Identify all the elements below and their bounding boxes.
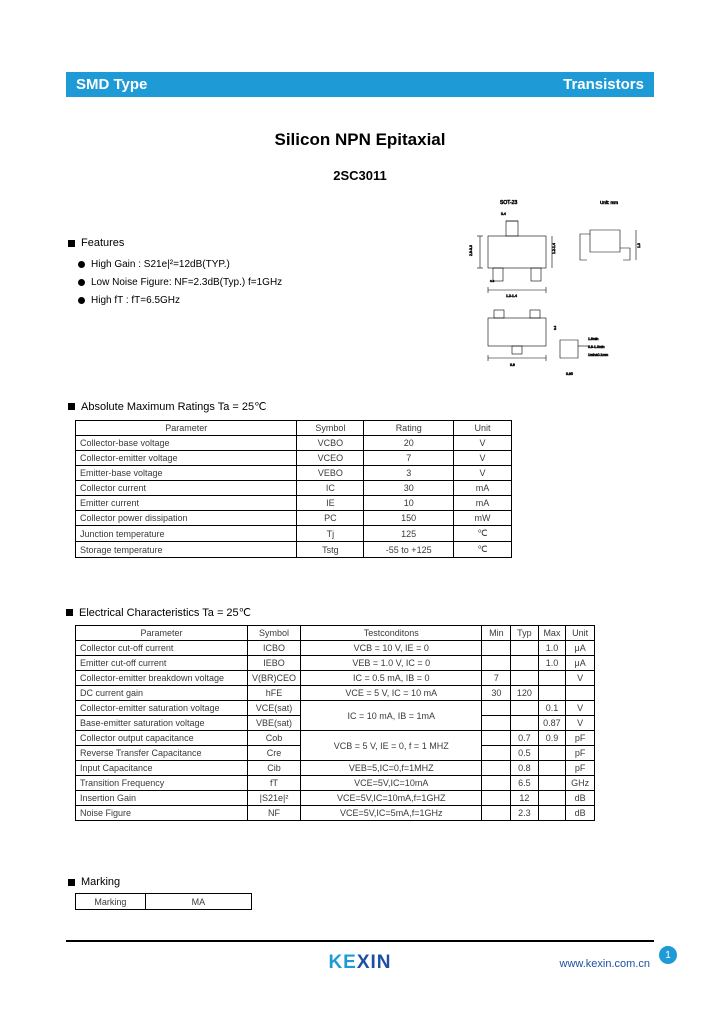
value-cell: VCE(sat) [248,701,301,716]
svg-text:0.9: 0.9 [510,363,515,367]
svg-text:Unit: mm: Unit: mm [600,200,618,205]
header-left-label: SMD Type [76,76,148,93]
website-link[interactable]: www.kexin.com.cn [559,958,650,970]
table-row [76,496,512,511]
value-cell: dB [566,806,595,821]
feature-text: High Gain : S21e|²=12dB(TYP.) [91,258,230,270]
table-row [76,671,595,686]
value-cell [482,806,511,821]
column-header: Unit [454,421,512,436]
features-heading [68,237,124,249]
bullet-square-icon [66,609,73,616]
marking-label: Marking [76,894,146,910]
value-cell: V [566,671,595,686]
svg-text:1.2-1.4: 1.2-1.4 [552,243,556,254]
value-cell [511,641,538,656]
footer-divider [66,940,654,942]
value-cell [482,716,511,731]
test-condition-cell: IC = 0.5 mA, IB = 0 [301,671,482,686]
svg-text:0.4: 0.4 [501,212,506,216]
value-cell: 12 [511,791,538,806]
table-row [76,526,512,542]
value-cell: mW [454,511,512,526]
logo-text-xin: XIN [356,952,392,973]
value-cell: 10 [364,496,454,511]
value-cell: V [454,466,512,481]
test-condition-cell: IC = 10 mA, IB = 1mA [301,701,482,731]
value-cell: 20 [364,436,454,451]
svg-text:1.8min: 1.8min [588,337,599,341]
table-row [76,641,595,656]
electrical-characteristics-table [75,625,595,821]
value-cell: 0.5 [511,746,538,761]
table-row [76,511,512,526]
parameter-cell: Collector output capacitance [76,731,248,746]
table-row [76,791,595,806]
features-list [78,255,282,309]
electrical-heading [66,606,251,619]
parameter-cell: Base-emitter saturation voltage [76,716,248,731]
value-cell: 0.87 [538,716,566,731]
value-cell: 1.0 [538,641,566,656]
value-cell: GHz [566,776,595,791]
parameter-cell: Emitter current [76,496,297,511]
value-cell [538,791,566,806]
value-cell: 7 [364,451,454,466]
parameter-cell: DC current gain [76,686,248,701]
table-row [76,776,595,791]
feature-text: Low Noise Figure: NF=2.3dB(Typ.) f=1GHz [91,276,283,288]
column-header: Min [482,626,511,641]
table-row [76,731,595,746]
parameter-cell: Input Capacitance [76,761,248,776]
test-condition-cell: VCB = 10 V, IE = 0 [301,641,482,656]
value-cell [538,746,566,761]
value-cell: 1.0 [538,656,566,671]
svg-text:0.3: 0.3 [490,279,495,283]
value-cell: pF [566,731,595,746]
logo-text-ke: KE [328,952,357,973]
value-cell [538,686,566,701]
parameter-cell: Junction temperature [76,526,297,542]
value-cell [482,791,511,806]
feature-item [78,255,282,273]
value-cell: IE [297,496,364,511]
parameter-cell: Insertion Gain [76,791,248,806]
value-cell: IC [297,481,364,496]
svg-text:1min±0.1mm: 1min±0.1mm [588,353,609,357]
value-cell: 3 [364,466,454,481]
table-row [76,481,512,496]
table-row [76,701,595,716]
parameter-cell: Collector-emitter voltage [76,451,297,466]
marking-table [75,893,252,910]
table-row [76,436,512,451]
test-condition-cell: VCE=5V,IC=10mA,f=1GHZ [301,791,482,806]
absolute-max-heading-label: Absolute Maximum Ratings Ta = 25℃ [81,401,267,413]
value-cell [538,761,566,776]
package-label-sot23: SOT-23 [500,200,518,206]
value-cell: PC [297,511,364,526]
value-cell: 0.7 [511,731,538,746]
column-header: Symbol [248,626,301,641]
feature-item [78,273,282,291]
value-cell: 6.5 [511,776,538,791]
value-cell: VEBO [297,466,364,481]
value-cell: VCEO [297,451,364,466]
marking-heading [68,876,120,888]
column-header: Typ [511,626,538,641]
value-cell [538,806,566,821]
value-cell: -55 to +125 [364,542,454,558]
column-header: Max [538,626,566,641]
value-cell [482,731,511,746]
column-header: Symbol [297,421,364,436]
value-cell [511,656,538,671]
value-cell: mA [454,481,512,496]
value-cell [482,641,511,656]
value-cell: IEBO [248,656,301,671]
package-outline-drawing [460,190,660,385]
svg-text:0.4: 0.4 [553,325,557,330]
test-condition-cell: VCE=5V,IC=5mA,f=1GHz [301,806,482,821]
value-cell: 7 [482,671,511,686]
marking-value: MA [145,894,251,910]
svg-text:0.8-1.0min: 0.8-1.0min [588,345,605,349]
test-condition-cell: VEB=5,IC=0,f=1MHZ [301,761,482,776]
parameter-cell: Collector-emitter breakdown voltage [76,671,248,686]
parameter-cell: Collector power dissipation [76,511,297,526]
parameter-cell: Storage temperature [76,542,297,558]
features-heading-label: Features [81,237,125,249]
value-cell [482,776,511,791]
parameter-cell: Emitter cut-off current [76,656,248,671]
value-cell: μA [566,641,595,656]
value-cell: 0.9 [538,731,566,746]
parameter-cell: Emitter-base voltage [76,466,297,481]
svg-text:1.2-1.4: 1.2-1.4 [506,294,517,298]
value-cell: μA [566,656,595,671]
value-cell [482,656,511,671]
table-header-row [76,421,512,436]
table-row [76,806,595,821]
absolute-max-heading [68,400,267,413]
value-cell: VCBO [297,436,364,451]
value-cell [511,671,538,686]
bullet-dot-icon [78,261,85,268]
value-cell: dB [566,791,595,806]
svg-text:2.8-3.0: 2.8-3.0 [469,245,473,256]
absolute-max-table [75,420,512,558]
value-cell: ℃ [454,542,512,558]
bullet-square-icon [68,240,75,247]
table-row [76,466,512,481]
value-cell: ℃ [454,526,512,542]
column-header: Parameter [76,421,297,436]
test-condition-cell: VEB = 1.0 V, IC = 0 [301,656,482,671]
table-row [76,761,595,776]
value-cell: hFE [248,686,301,701]
value-cell: 150 [364,511,454,526]
value-cell: mA [454,496,512,511]
test-condition-cell: VCB = 5 V, IE = 0, f = 1 MHZ [301,731,482,761]
value-cell: ICBO [248,641,301,656]
value-cell: |S21e|² [248,791,301,806]
test-condition-cell: VCE = 5 V, IC = 10 mA [301,686,482,701]
parameter-cell: Collector current [76,481,297,496]
parameter-cell: Transition Frequency [76,776,248,791]
value-cell [511,716,538,731]
column-header: Rating [364,421,454,436]
value-cell [482,701,511,716]
parameter-cell: Collector-emitter saturation voltage [76,701,248,716]
column-header: Testconditons [301,626,482,641]
table-row [76,542,512,558]
value-cell: Tstg [297,542,364,558]
value-cell [482,746,511,761]
value-cell: NF [248,806,301,821]
page-number-badge: 1 [659,946,677,964]
table-row [76,686,595,701]
bullet-square-icon [68,879,75,886]
bullet-square-icon [68,403,75,410]
value-cell: VBE(sat) [248,716,301,731]
bullet-dot-icon [78,279,85,286]
value-cell: Cib [248,761,301,776]
table-header-row [76,626,595,641]
value-cell: 30 [482,686,511,701]
value-cell: V [566,701,595,716]
value-cell [511,701,538,716]
parameter-cell: Noise Figure [76,806,248,821]
value-cell [538,671,566,686]
svg-text:0.95: 0.95 [566,372,573,376]
value-cell: 0.1 [538,701,566,716]
parameter-cell: Collector-base voltage [76,436,297,451]
value-cell: Cob [248,731,301,746]
value-cell: fT [248,776,301,791]
electrical-heading-label: Electrical Characteristics Ta = 25℃ [79,607,252,619]
value-cell: 30 [364,481,454,496]
value-cell: 120 [511,686,538,701]
page-title: Silicon NPN Epitaxial [274,130,446,149]
value-cell: 125 [364,526,454,542]
value-cell: V [454,451,512,466]
svg-text:1.0: 1.0 [637,243,641,248]
value-cell [566,686,595,701]
value-cell: 0.8 [511,761,538,776]
parameter-cell: Reverse Transfer Capacitance [76,746,248,761]
value-cell: V(BR)CEO [248,671,301,686]
table-row [76,451,512,466]
column-header: Unit [566,626,595,641]
value-cell: pF [566,761,595,776]
column-header: Parameter [76,626,248,641]
value-cell: Cre [248,746,301,761]
value-cell: 2.3 [511,806,538,821]
parameter-cell: Collector cut-off current [76,641,248,656]
table-row [76,656,595,671]
value-cell: pF [566,746,595,761]
feature-text: High fT : fT=6.5GHz [91,294,181,306]
value-cell [538,776,566,791]
part-number: 2SC3011 [333,168,387,183]
value-cell [482,761,511,776]
test-condition-cell: VCE=5V,IC=10mA [301,776,482,791]
marking-heading-label: Marking [81,876,121,888]
bullet-dot-icon [78,297,85,304]
value-cell: Tj [297,526,364,542]
feature-item [78,291,282,309]
value-cell: V [566,716,595,731]
page-header-bar [66,72,654,97]
value-cell: V [454,436,512,451]
table-row [76,894,252,910]
header-right-label: Transistors [563,76,644,93]
